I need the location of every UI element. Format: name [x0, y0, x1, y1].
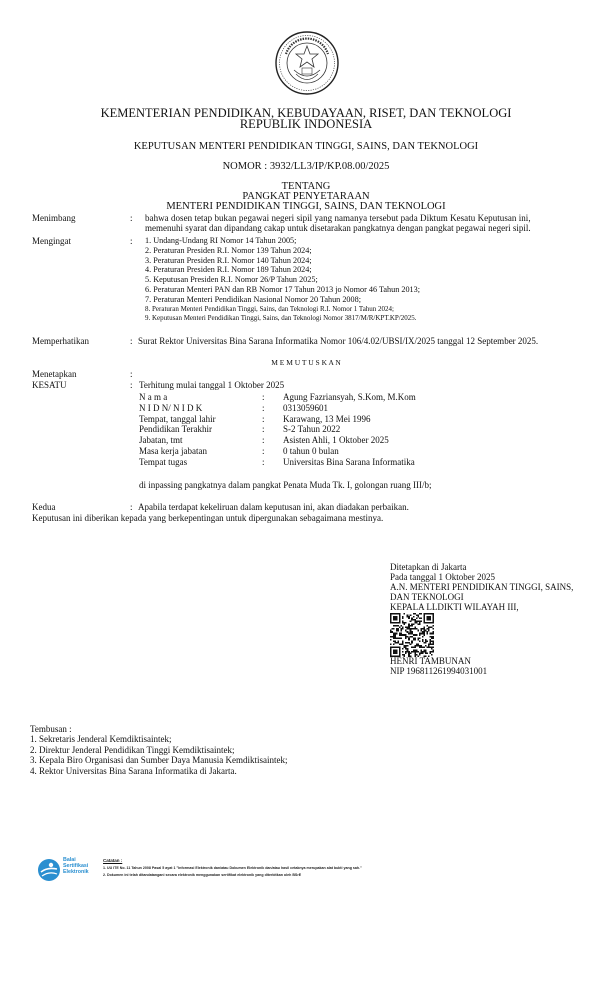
mengingat-colon: :	[130, 236, 133, 246]
menimbang-colon: :	[130, 213, 133, 223]
detail-separator: :	[262, 413, 265, 424]
memperhatikan-colon: :	[130, 336, 133, 346]
detail-key: Tempat, tanggal lahir	[139, 413, 216, 424]
detail-key: Jabatan, tmt	[139, 435, 183, 446]
memutuskan-heading: M E M U T U S K A N	[271, 358, 341, 367]
list-item: 6. Peraturan Menteri PAN dan RB Nomor 17 Tahun 2013 jo Nomor 46 Tahun 2013;	[145, 284, 421, 294]
list-item: 4. Peraturan Presiden R.I. Nomor 189 Tahun 2024;	[145, 265, 312, 275]
tembusan-list	[30, 734, 288, 776]
menetapkan-colon: :	[130, 369, 133, 379]
subject-line-1: PANGKAT PENYETARAAN	[242, 191, 370, 202]
kesatu-intro: Terhitung mulai tanggal 1 Oktober 2025	[139, 380, 285, 390]
detail-value: Asisten Ahli, 1 Oktober 2025	[283, 435, 389, 446]
list-item: 2. Direktur Jenderal Pendidikan Tinggi Kemdiktisaintek;	[30, 744, 235, 755]
bsre-logo-line-3: Elektronik	[63, 869, 89, 875]
detail-key: Pendidikan Terakhir	[139, 424, 212, 435]
memperhatikan-text: Surat Rektor Universitas Bina Sarana Informatika Nomor 106/4.02/UBSI/IX/2025 tanggal 12 September 2025.	[138, 336, 539, 346]
decree-number: NOMOR : 3932/LL3/IP/KP.08.00/2025	[222, 161, 390, 172]
detail-value: Universitas Bina Sarana Informatika	[283, 456, 415, 467]
detail-separator: :	[262, 456, 265, 467]
tembusan-label: Tembusan :	[30, 724, 72, 734]
list-item: 2. Peraturan Presiden R.I. Nomor 139 Tahun 2024;	[145, 245, 312, 255]
signatory-name: HENRI TAMBUNAN	[390, 656, 471, 666]
menimbang-text-2: memenuhi syarat dan dipandang cakap untuk disetarakan pangkatnya dengan pangkat pegawai negeri sipil.	[145, 223, 531, 233]
about-label: TENTANG	[281, 181, 331, 192]
bsre-globe-icon	[37, 858, 61, 882]
footer-note-label: Catatan :	[103, 858, 123, 863]
signature-on-behalf-1: A.N. MENTERI PENDIDIKAN TINGGI, SAINS,	[390, 582, 574, 592]
detail-value: S-2 Tahun 2022	[283, 424, 341, 435]
kesatu-label: KESATU	[32, 380, 67, 390]
kedua-text: Apabila terdapat kekeliruan dalam keputusan ini, akan diadakan perbaikan.	[138, 502, 409, 512]
ministry-emblem	[274, 30, 340, 96]
detail-value: Karawang, 13 Mei 1996	[283, 413, 371, 424]
mengingat-label: Mengingat	[32, 236, 71, 246]
detail-key: Tempat tugas	[139, 456, 188, 467]
detail-separator: :	[262, 392, 265, 402]
bsre-logo-line-1: Balai	[63, 857, 76, 863]
signatory-nip: NIP 196811261994031001	[390, 666, 488, 676]
signature-on-behalf-2: DAN TEKNOLOGI	[390, 592, 464, 602]
bsre-logo	[37, 857, 97, 883]
list-item: 3. Peraturan Presiden R.I. Nomor 140 Tahun 2024;	[145, 255, 312, 265]
menimbang-label: Menimbang	[32, 213, 76, 223]
detail-key: N I D N/ N I D K	[139, 402, 203, 413]
detail-value: Agung Fazriansyah, S.Kom, M.Kom	[283, 392, 416, 402]
list-item: 5. Keputusan Presiden R.I. Nomor 26/P Tahun 2025;	[145, 275, 318, 285]
detail-key: Masa kerja jabatan	[139, 445, 207, 456]
detail-separator: :	[262, 402, 265, 413]
subject-line-2: MENTERI PENDIDIKAN TINGGI, SAINS, DAN TEKNOLOGI	[166, 201, 446, 212]
qr-code	[390, 613, 434, 657]
kedua-label: Kedua	[32, 502, 56, 512]
footer-note-2: 2. Dokumen ini telah ditandatangani secara elektronik menggunakan sertifikat elektronik yang diterbitkan oleh BSrE	[103, 873, 302, 877]
kesatu-outro: di inpassing pangkatnya dalam pangkat Penata Muda Tk. I, golongan ruang III/b;	[139, 480, 432, 490]
closing-statement: Keputusan ini diberikan kepada yang berkepentingan untuk dipergunakan sebagaimana mestinya.	[32, 513, 384, 523]
list-item: 4. Rektor Universitas Bina Sarana Informatika di Jakarta.	[30, 765, 237, 776]
signature-position: KEPALA LLDIKTI WILAYAH III,	[390, 602, 519, 612]
list-item: 3. Kepala Biro Organisasi dan Sumber Daya Manusia Kemdiktisaintek;	[30, 755, 288, 765]
signature-date: Pada tanggal 1 Oktober 2025	[390, 572, 495, 582]
decree-title: KEPUTUSAN MENTERI PENDIDIKAN TINGGI, SAINS, DAN TEKNOLOGI	[133, 141, 479, 152]
list-item: 9. Keputusan Menteri Pendidikan Tinggi, Sains, dan Teknologi Nomor 3817/M/R/KPT.KP/2025.	[145, 314, 417, 323]
ministry-name: KEMENTERIAN PENDIDIKAN, KEBUDAYAAN, RISET, DAN TEKNOLOGI	[100, 106, 512, 120]
menimbang-text-1: bahwa dosen tetap bukan pegawai negeri sipil yang namanya tersebut pada Diktum Kesatu Keputusan ini,	[145, 213, 531, 223]
detail-value: 0313059601	[283, 402, 328, 413]
menetapkan-label: Menetapkan	[32, 369, 77, 379]
signature-place: Ditetapkan di Jakarta	[390, 562, 467, 572]
memperhatikan-label: Memperhatikan	[32, 336, 89, 346]
detail-separator: :	[262, 424, 265, 435]
mengingat-list	[145, 236, 420, 324]
list-item: 8. Peraturan Menteri Pendidikan Tinggi, Sains, dan Teknologi R.I. Nomor 1 Tahun 2024;	[145, 304, 394, 313]
footer-note-1: 1. UU ITE No. 11 Tahun 2008 Pasal 5 ayat 1 "Informasi Elektronik dan/atau Dokumen Elektronik dan/atau hasil cetaknya merupakan alat bukti yang sah."	[103, 866, 362, 870]
kedua-colon: :	[130, 502, 133, 512]
kesatu-colon: :	[130, 380, 133, 390]
list-item: 7. Peraturan Menteri Pendidikan Nasional Nomor 20 Tahun 2008;	[145, 294, 361, 304]
detail-separator: :	[262, 435, 265, 446]
detail-value: 0 tahun 0 bulan	[283, 445, 339, 456]
detail-key: N a m a	[139, 392, 168, 402]
list-item: 1. Sekretaris Jenderal Kemdiktisaintek;	[30, 734, 172, 744]
detail-separator: :	[262, 445, 265, 456]
republic-name: REPUBLIK INDONESIA	[239, 117, 373, 131]
list-item: 1. Undang-Undang RI Nomor 14 Tahun 2005;	[145, 236, 297, 245]
bsre-logo-line-2: Sertifikasi	[63, 863, 89, 869]
